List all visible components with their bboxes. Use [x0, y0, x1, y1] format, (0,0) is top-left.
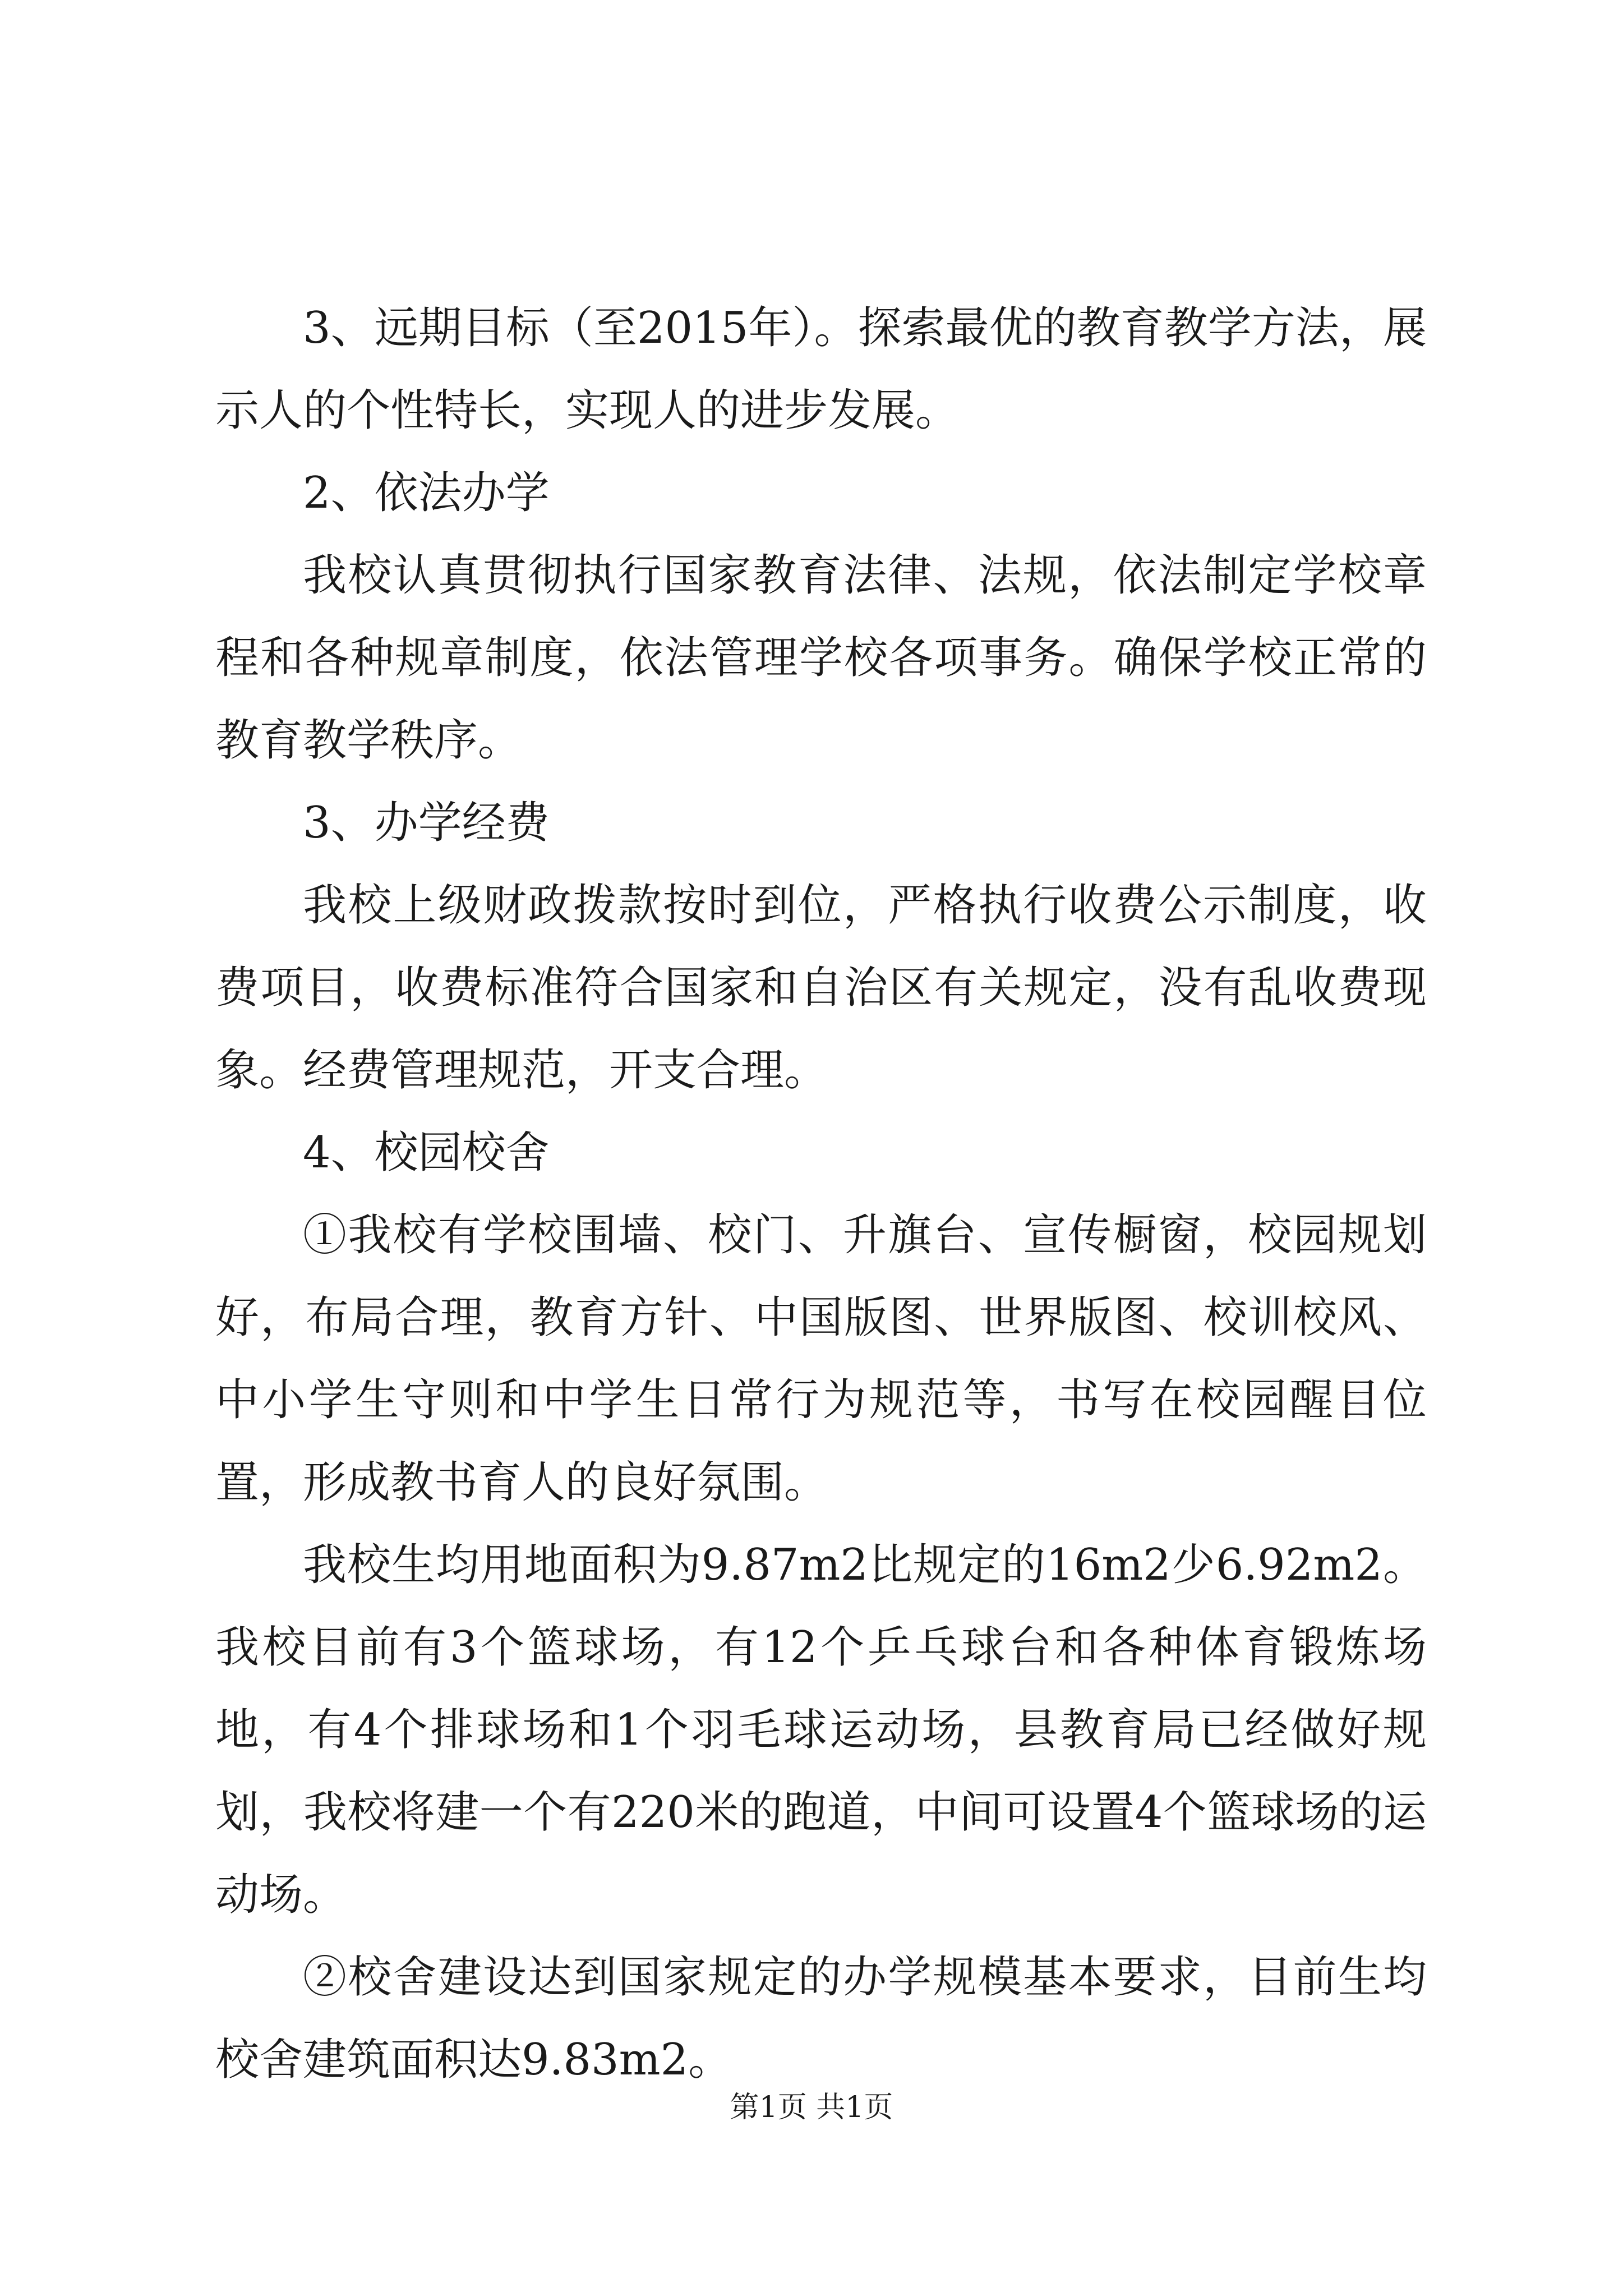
paragraph-building-area: ②校舍建设达到国家规定的办学规模基本要求，目前生均校舍建筑面积达9.83m2。	[215, 1952, 1427, 2085]
paragraph-law-based-schooling: 我校认真贯彻执行国家教育法律、法规，依法制定学校章程和各种规章制度，依法管理学校各项事务。确保学校正常的教育教学秩序。	[215, 550, 1427, 766]
page-number-footer: 第1页 共1页	[730, 2091, 893, 2124]
heading-school-funding: 3、办学经费	[303, 798, 550, 848]
paragraph-school-funding: 我校上级财政拨款按时到位，严格执行收费公示制度，收费项目，收费标准符合国家和自治区有关规定，没有乱收费现象。经费管理规范，开支合理。	[215, 880, 1427, 1096]
heading-campus-buildings: 4、校园校舍	[303, 1128, 550, 1178]
paragraph-long-term-goal: 3、远期目标（至2015年）。探索最优的教育教学方法，展示人的个性特长，实现人的进步发展。	[215, 303, 1427, 436]
document-body	[215, 287, 1427, 2101]
paragraph-land-area-sports: 我校生均用地面积为9.87m2比规定的16m2少6.92m2。我校目前有3个篮球场，有12个乒乓球台和各种体育锻炼场地，有4个排球场和1个羽毛球运动场，县教育局已经做好规划，我校将建一个有220米的跑道，中间可设置4个篮球场的运动场。	[215, 1540, 1427, 1920]
paragraph-campus-facilities: ①我校有学校围墙、校门、升旗台、宣传橱窗，校园规划好，布局合理，教育方针、中国版图、世界版图、校训校风、中小学生守则和中学生日常行为规范等，书写在校园醒目位置，形成教书育人的良好氛围。	[215, 1210, 1427, 1508]
heading-law-based-schooling: 2、依法办学	[303, 468, 550, 518]
